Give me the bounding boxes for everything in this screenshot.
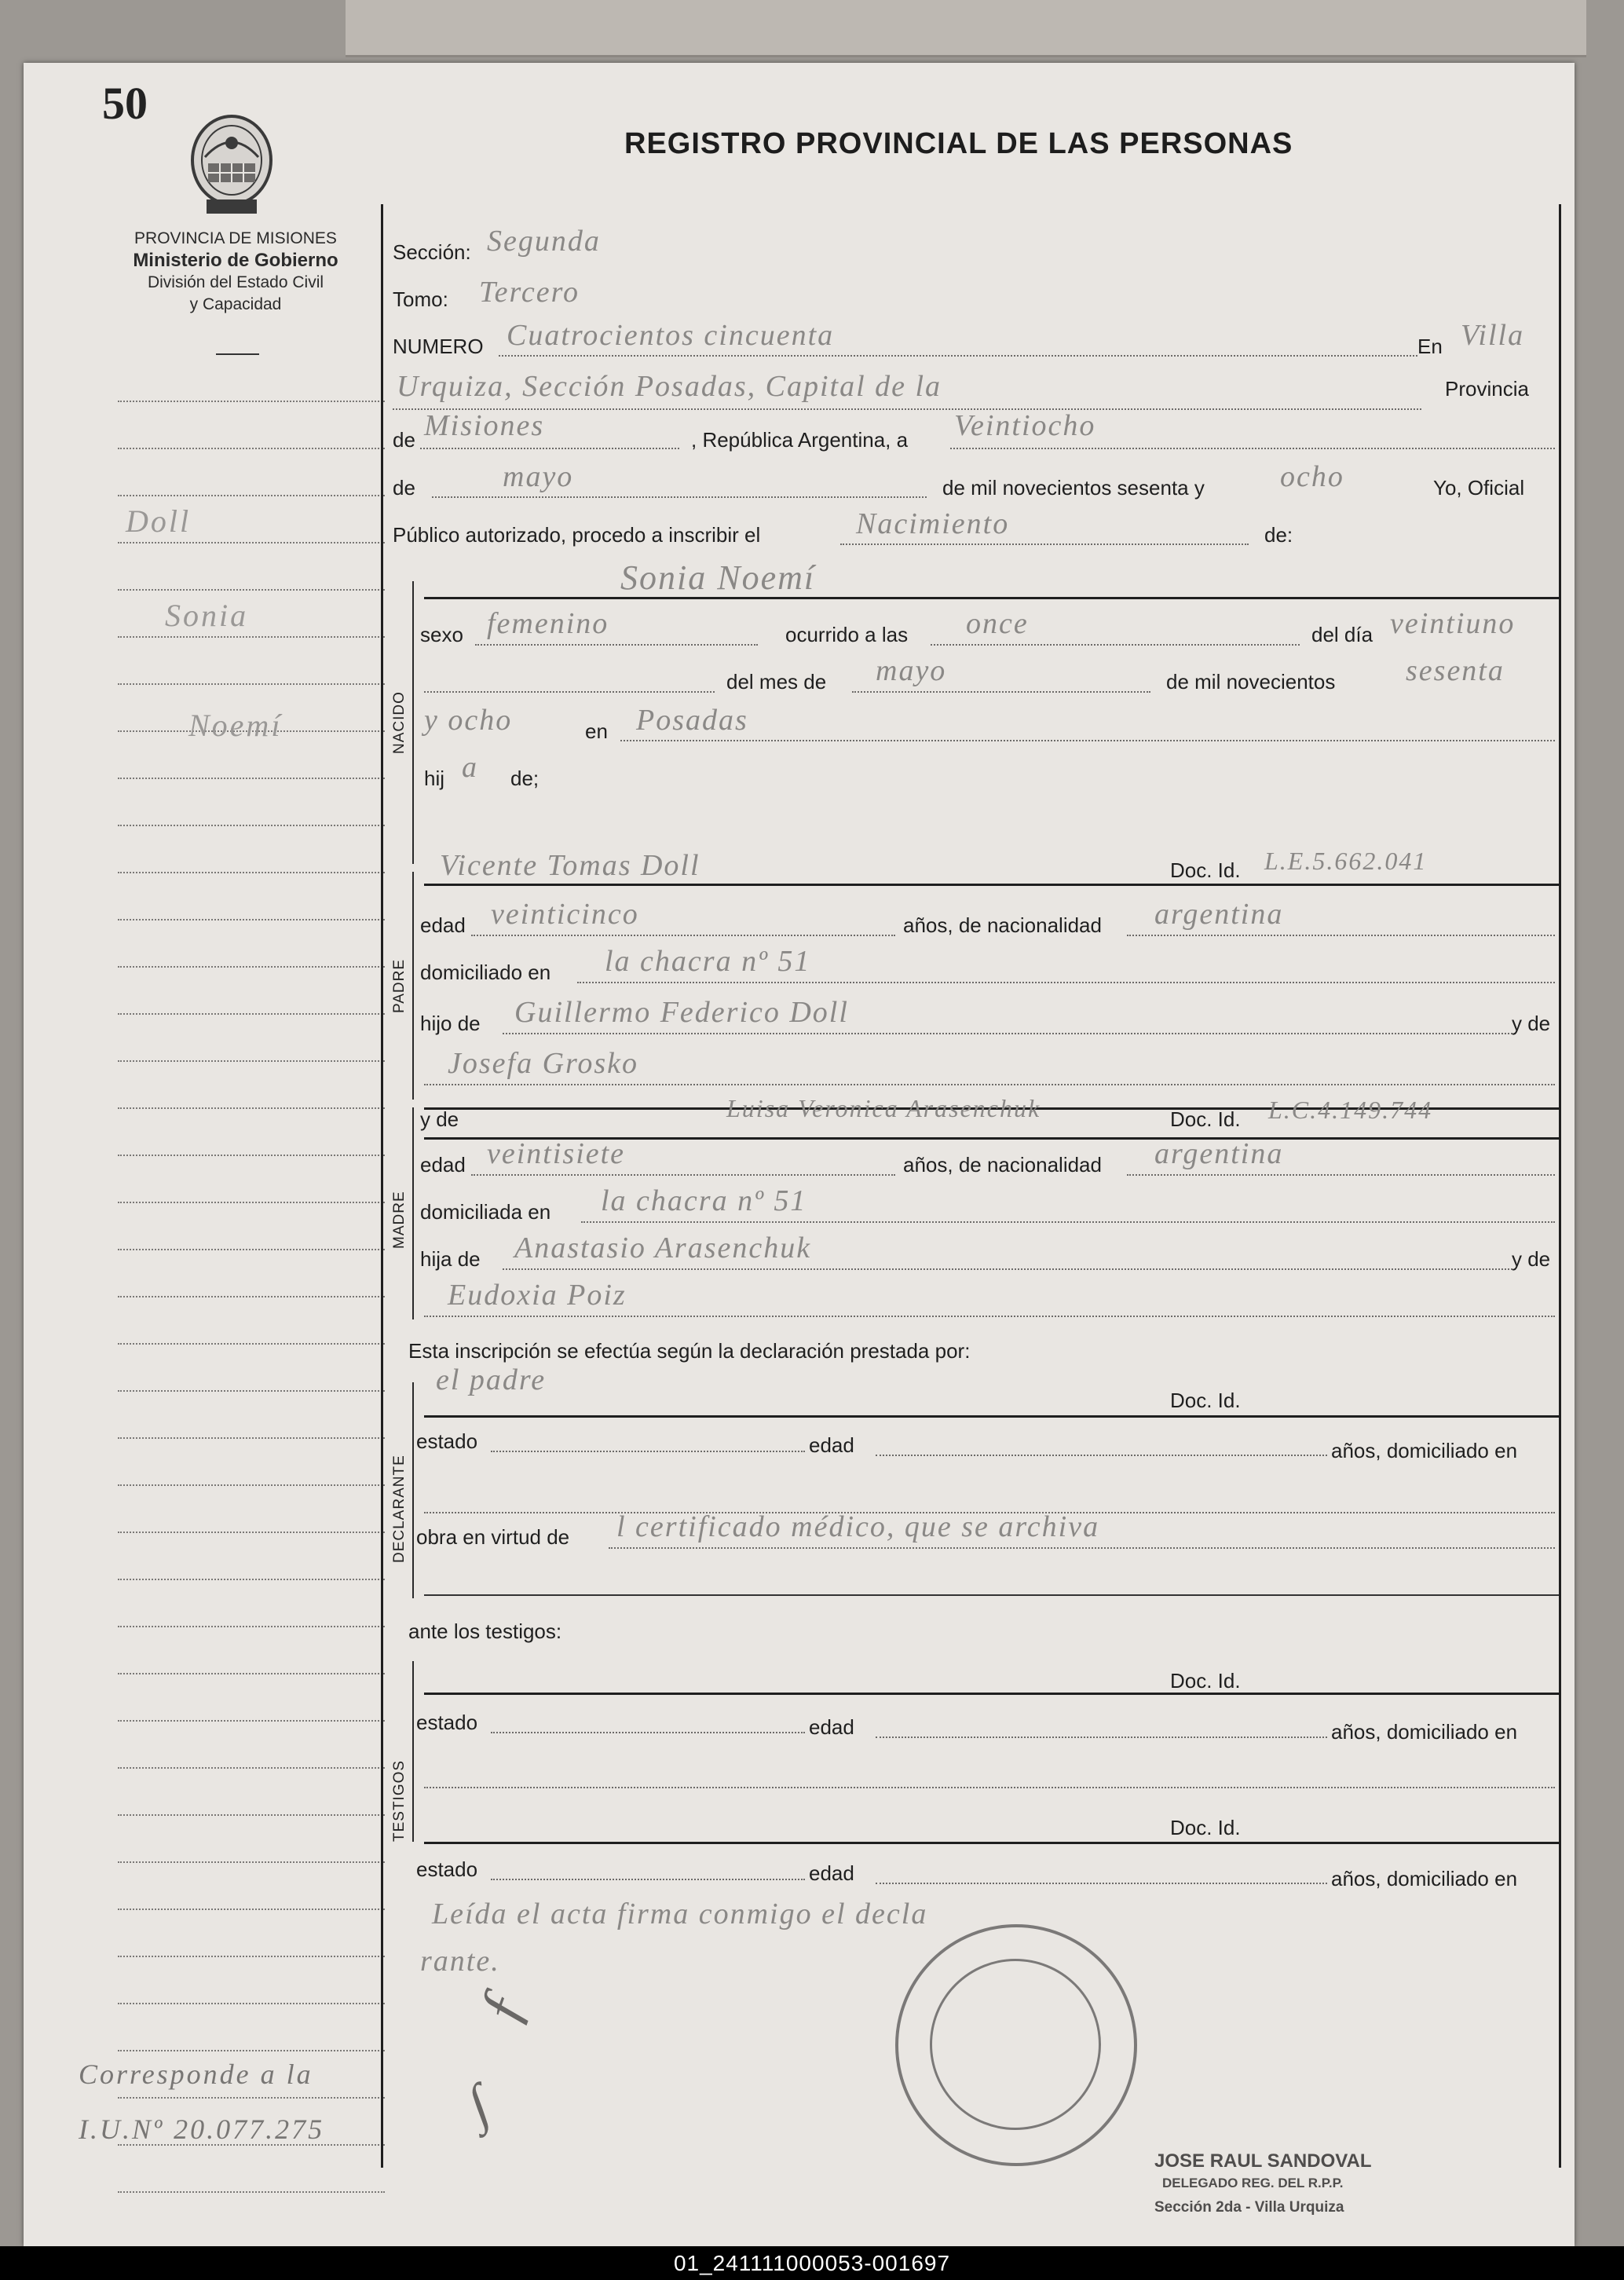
del-dia-label: del día bbox=[1311, 623, 1373, 646]
anio2-value-nacido: y ocho bbox=[424, 704, 513, 737]
place-value: Urquiza, Sección Posadas, Capital de la bbox=[397, 370, 942, 403]
margin-correspond-1: Corresponde a la bbox=[79, 2059, 313, 2090]
testigo2-doc-label: Doc. Id. bbox=[1170, 1816, 1241, 1839]
testigo1-doc-label: Doc. Id. bbox=[1170, 1669, 1241, 1693]
margin-line bbox=[118, 1720, 385, 1722]
margin-line bbox=[118, 2097, 385, 2099]
hora-line bbox=[931, 644, 1300, 646]
madre-edad-value: veintisiete bbox=[487, 1137, 626, 1170]
nombre-value: Sonia Noemí bbox=[620, 558, 816, 597]
madre-nac-value: argentina bbox=[1154, 1137, 1284, 1170]
ministry-name: Ministerio de Gobierno bbox=[133, 250, 338, 271]
page-title: REGISTRO PROVINCIAL DE LAS PERSONAS bbox=[624, 127, 1293, 160]
sexo-line bbox=[475, 644, 758, 646]
en-label-nacido: en bbox=[585, 719, 608, 743]
provincia-label: Provincia bbox=[1445, 377, 1529, 401]
madre-dom-line bbox=[581, 1221, 1555, 1223]
testigos-intro: ante los testigos: bbox=[408, 1619, 562, 1643]
ocurrido-label: ocurrido a las bbox=[785, 623, 909, 646]
padre-dom-label: domiciliado en bbox=[420, 961, 551, 984]
madre-dom-label: domiciliada en bbox=[420, 1200, 551, 1224]
madre-dom-value: la chacra nº 51 bbox=[601, 1184, 807, 1217]
madre-doc-label: Doc. Id. bbox=[1170, 1107, 1241, 1131]
declarante-anos-label: años, domiciliado en bbox=[1331, 1439, 1518, 1462]
margin-line bbox=[118, 2003, 385, 2004]
declarante-obra-value: l certificado médico, que se archiva bbox=[616, 1510, 1100, 1543]
madre-doc-value: L.C.4.149.744 bbox=[1268, 1096, 1433, 1124]
de3-label: de: bbox=[1264, 523, 1293, 547]
padre-nombre-line bbox=[424, 884, 1559, 886]
declarante-edad-line bbox=[876, 1455, 1327, 1456]
padre-yde-label: y de bbox=[1512, 1012, 1551, 1035]
margin-line bbox=[118, 825, 385, 826]
margin-line bbox=[118, 1532, 385, 1533]
mes-line bbox=[432, 496, 927, 498]
declarante-estado-label: estado bbox=[416, 1429, 478, 1453]
margin-surname: Doll bbox=[126, 503, 192, 539]
padre-bracket bbox=[412, 872, 414, 1100]
padre-edad-line bbox=[471, 935, 895, 936]
signature-official: ∫ bbox=[461, 2073, 496, 2135]
margin-line bbox=[118, 1060, 385, 1062]
margin-line bbox=[118, 1909, 385, 1910]
tomo-value: Tercero bbox=[479, 276, 580, 309]
declarante-doc-label: Doc. Id. bbox=[1170, 1389, 1241, 1412]
declarante-nombre-line bbox=[424, 1415, 1559, 1418]
declarante-nombre-value: el padre bbox=[436, 1363, 547, 1396]
hij-label: hij bbox=[424, 767, 445, 790]
official-seal-icon bbox=[895, 1924, 1137, 2166]
margin-line bbox=[118, 1626, 385, 1627]
ministry-underline bbox=[216, 353, 259, 355]
padre-hijo-label: hijo de bbox=[420, 1012, 481, 1035]
margin-line bbox=[118, 1956, 385, 1957]
margin-line bbox=[118, 1579, 385, 1580]
margin-line bbox=[118, 1484, 385, 1486]
publico-label: Público autorizado, procedo a inscribir el bbox=[393, 523, 761, 547]
mil-label-nacido: de mil novecientos bbox=[1166, 670, 1336, 694]
mil-label: de mil novecientos sesenta y bbox=[942, 476, 1205, 500]
lugar-line bbox=[620, 740, 1555, 741]
testigo1-estado-line bbox=[491, 1732, 805, 1733]
official-seal-inner-icon bbox=[930, 1959, 1101, 2130]
anio-value: ocho bbox=[1280, 460, 1344, 493]
hij-value: a bbox=[462, 751, 478, 784]
testigo1-edad-line bbox=[876, 1737, 1327, 1738]
mes-line-nacido bbox=[852, 691, 1150, 693]
sexo-value: femenino bbox=[487, 607, 609, 640]
nombre-line bbox=[424, 597, 1559, 599]
document-page bbox=[24, 63, 1575, 2246]
margin-line bbox=[118, 1107, 385, 1109]
margin-line bbox=[118, 1013, 385, 1015]
declarante-estado-line bbox=[491, 1451, 805, 1452]
declarante-bottom-line bbox=[424, 1594, 1559, 1596]
mes-value-nacido: mayo bbox=[876, 654, 947, 687]
hij-de-label: de; bbox=[510, 767, 540, 790]
numero-label: NUMERO bbox=[393, 335, 484, 358]
declarante-obra-label: obra en virtud de bbox=[416, 1525, 570, 1549]
margin-line bbox=[118, 919, 385, 920]
margin-line bbox=[118, 1296, 385, 1297]
closing2-value: rante. bbox=[420, 1945, 500, 1978]
testigo1-anos-label: años, domiciliado en bbox=[1331, 1720, 1518, 1744]
margin-line bbox=[118, 495, 385, 496]
margin-line bbox=[118, 1767, 385, 1769]
padre-dom-value: la chacra nº 51 bbox=[605, 945, 811, 978]
de-line bbox=[420, 448, 679, 449]
ministry-division: División del Estado Civil bbox=[147, 273, 324, 291]
declarante-obra-line bbox=[609, 1547, 1555, 1549]
margin-line bbox=[118, 1673, 385, 1674]
nacido-bracket bbox=[412, 581, 414, 864]
margin-name-2: Noemí bbox=[188, 708, 283, 743]
hora-value: once bbox=[966, 607, 1029, 640]
madre-madre-line bbox=[424, 1316, 1555, 1317]
lugar-value: Posadas bbox=[636, 704, 748, 737]
madre-yde2-label: y de bbox=[1512, 1247, 1551, 1271]
image-id-footer: 01_241111000053-001697 bbox=[0, 2246, 1624, 2280]
madre-side-label: MADRE bbox=[391, 1191, 408, 1249]
margin-line bbox=[118, 1814, 385, 1816]
republica-label: , República Argentina, a bbox=[691, 428, 909, 452]
testigo2-edad-label: edad bbox=[809, 1861, 854, 1885]
madre-hija-value: Anastasio Arasenchuk bbox=[514, 1231, 812, 1264]
padre-dom-line bbox=[577, 982, 1555, 983]
margin-line bbox=[118, 1390, 385, 1392]
binder-edge bbox=[346, 0, 1586, 57]
testigo1-edad-label: edad bbox=[809, 1715, 854, 1739]
padre-madre-line bbox=[424, 1084, 1555, 1085]
testigo1-dom-line bbox=[424, 1787, 1555, 1788]
margin-line bbox=[118, 1155, 385, 1156]
blank-line bbox=[424, 691, 715, 693]
mes-value: mayo bbox=[503, 460, 574, 493]
margin-line bbox=[118, 2191, 385, 2193]
padre-nac-value: argentina bbox=[1154, 898, 1284, 931]
testigo2-estado-label: estado bbox=[416, 1857, 478, 1881]
testigo2-anos-label: años, domiciliado en bbox=[1331, 1867, 1518, 1890]
margin-line bbox=[118, 872, 385, 873]
padre-madre-value: Josefa Grosko bbox=[448, 1047, 639, 1080]
padre-edad-value: veinticinco bbox=[491, 898, 639, 931]
anio-value-nacido: sesenta bbox=[1406, 654, 1505, 687]
testigo2-edad-line bbox=[876, 1883, 1327, 1884]
dia-value-nacido: veintiuno bbox=[1390, 607, 1516, 640]
de2-label: de bbox=[393, 476, 415, 500]
numero-line bbox=[499, 355, 1417, 357]
ministry-province: PROVINCIA DE MISIONES bbox=[134, 229, 337, 247]
right-border-line bbox=[1559, 204, 1561, 2168]
dia-value: Veintiocho bbox=[954, 409, 1096, 442]
madre-hija-line bbox=[503, 1268, 1516, 1270]
margin-line bbox=[118, 1343, 385, 1345]
margin-line bbox=[118, 778, 385, 779]
madre-nac-label: años, de nacionalidad bbox=[903, 1153, 1102, 1177]
ministry-division-2: y Capacidad bbox=[189, 295, 282, 313]
en-value: Villa bbox=[1461, 319, 1525, 352]
madre-edad-line bbox=[471, 1174, 895, 1176]
margin-name-1: Sonia bbox=[165, 598, 249, 633]
ministry-block bbox=[71, 228, 401, 316]
en-label: En bbox=[1417, 335, 1443, 358]
del-mes-label: del mes de bbox=[726, 670, 827, 694]
padre-nac-line bbox=[1127, 935, 1555, 936]
page-number: 50 bbox=[102, 78, 148, 129]
margin-line bbox=[118, 2050, 385, 2051]
margin-line bbox=[118, 542, 385, 543]
declarante-side-label: DECLARANTE bbox=[391, 1455, 408, 1563]
padre-side-label: PADRE bbox=[391, 958, 408, 1013]
declarante-edad-label: edad bbox=[809, 1433, 854, 1457]
left-border-line bbox=[381, 204, 383, 2168]
margin-line bbox=[118, 1861, 385, 1863]
de-value: Misiones bbox=[424, 409, 545, 442]
de-label: de bbox=[393, 428, 415, 452]
acto-line bbox=[840, 543, 1249, 545]
padre-doc-value: L.E.5.662.041 bbox=[1264, 847, 1428, 875]
padre-hijo-value: Guillermo Federico Doll bbox=[514, 996, 849, 1029]
madre-edad-label: edad bbox=[420, 1153, 466, 1177]
margin-line bbox=[118, 448, 385, 449]
margin-line bbox=[118, 1437, 385, 1439]
stamp-name: JOSE RAUL SANDOVAL bbox=[1154, 2150, 1372, 2172]
margin-line bbox=[118, 636, 385, 638]
stamp-section: Sección 2da - Villa Urquiza bbox=[1154, 2199, 1344, 2216]
nacido-side-label: NACIDO bbox=[391, 691, 408, 754]
provincial-crest-icon bbox=[185, 112, 279, 221]
dia-line bbox=[950, 448, 1555, 449]
numero-value: Cuatrocientos cincuenta bbox=[507, 319, 835, 352]
sexo-label: sexo bbox=[420, 623, 463, 646]
signature-declarante: ƒ bbox=[464, 1980, 540, 2034]
margin-line bbox=[118, 683, 385, 685]
tomo-label: Tomo: bbox=[393, 287, 448, 311]
testigo1-line bbox=[424, 1693, 1559, 1695]
seccion-label: Sección: bbox=[393, 240, 471, 264]
margin-line bbox=[118, 401, 385, 402]
madre-nombre-value: Luisa Veronica Arasenchuk bbox=[726, 1094, 1041, 1122]
testigo2-line bbox=[424, 1842, 1559, 1844]
madre-yde-label: y de bbox=[420, 1107, 459, 1131]
padre-nombre-value: Vicente Tomas Doll bbox=[440, 849, 700, 882]
madre-nac-line bbox=[1127, 1174, 1555, 1176]
closing-value: Leída el acta firma conmigo el decla bbox=[432, 1898, 928, 1930]
testigos-side-label: TESTIGOS bbox=[391, 1759, 408, 1842]
seccion-value: Segunda bbox=[487, 225, 601, 258]
madre-hija-label: hija de bbox=[420, 1247, 481, 1271]
testigos-bracket bbox=[412, 1661, 414, 1842]
margin-line bbox=[118, 966, 385, 968]
testigo2-estado-line bbox=[491, 1879, 805, 1880]
padre-nac-label: años, de nacionalidad bbox=[903, 913, 1102, 937]
declaracion-text: Esta inscripción se efectúa según la declaración prestada por: bbox=[408, 1339, 971, 1363]
madre-bracket bbox=[412, 1107, 414, 1319]
margin-line bbox=[118, 1202, 385, 1203]
margin-correspond-2: I.U.Nº 20.077.275 bbox=[79, 2113, 325, 2145]
padre-hijo-line bbox=[503, 1033, 1516, 1034]
testigo1-estado-label: estado bbox=[416, 1711, 478, 1734]
place-line bbox=[393, 408, 1421, 410]
margin-line bbox=[118, 589, 385, 591]
padre-doc-label: Doc. Id. bbox=[1170, 858, 1241, 882]
padre-edad-label: edad bbox=[420, 913, 466, 937]
acto-value: Nacimiento bbox=[856, 507, 1010, 540]
declarante-bracket bbox=[412, 1382, 414, 1598]
yo-label: Yo, Oficial bbox=[1433, 476, 1525, 500]
margin-line bbox=[118, 1249, 385, 1250]
stamp-title: DELEGADO REG. DEL R.P.P. bbox=[1162, 2176, 1344, 2190]
madre-madre-value: Eudoxia Poiz bbox=[448, 1279, 627, 1312]
